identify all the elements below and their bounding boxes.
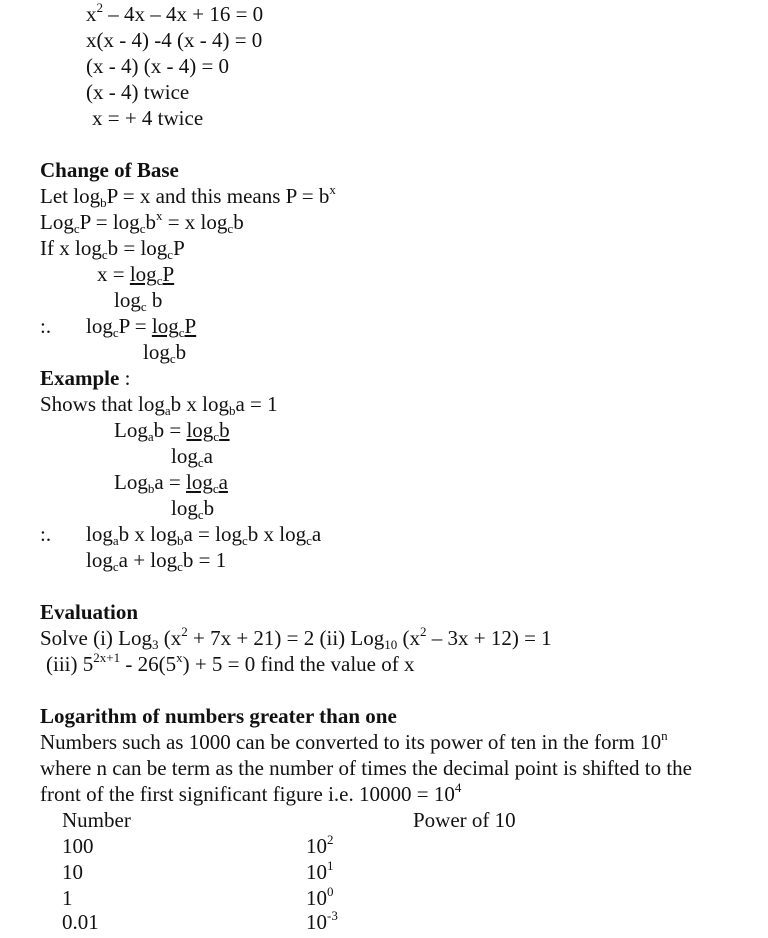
paragraph-line-2: where n can be term as the number of times the decimal point is shifted to the — [40, 756, 692, 780]
evaluation-line-1: Solve (i) Log$_3$ $(x^2 + 7x + 21) = 2$ (ii) Log$_{10}$ $(x^2 - 3x + 12) = 1$ — [40, 624, 552, 652]
example-fraction-2-numerator: $Log_ba = \log_ca$ — [114, 470, 228, 496]
fraction-1-denominator: $\log_c b$ — [114, 288, 163, 314]
evaluation-heading: Evaluation — [40, 600, 139, 624]
change-of-base-line-2: $Log_cP = \log_cb^x = x$ $\log_cb$ — [40, 208, 244, 236]
example-fraction-1-denominator: $\log_ca$ — [171, 444, 213, 470]
table-cell-power: $10^1$ — [306, 858, 334, 884]
example-fraction-1-numerator: $Log_ab = \log_cb$ — [114, 418, 230, 444]
table-cell-number: 1 — [62, 886, 73, 910]
fraction-1-numerator: $x = \log_cP$ — [97, 262, 175, 288]
change-of-base-line-3: If x $\log_cb = \log_cP$ — [40, 236, 185, 262]
evaluation-line-2: (iii) $5^{2x+1} - 26(5^x) + 5 = 0$ find the value of x — [46, 650, 415, 676]
table-cell-power: $10^2$ — [306, 832, 334, 858]
table-cell-number: 10 — [62, 860, 83, 884]
fraction-2-numerator: $\log_cP = \log_cP$ — [86, 314, 197, 340]
example-result-line-1: $\log_ab$ x $\log_ba = \log_cb$ x $\log_ca$ — [86, 522, 322, 548]
quadratic-line-3: (x - 4) (x - 4) = 0 — [86, 54, 230, 78]
paragraph-line-3: front of the first significant figure i.e. $10000 = 10^4$ — [40, 780, 462, 806]
example-fraction-2-denominator: $\log_cb$ — [171, 496, 215, 522]
example-result-line-2: $\log_ca + \log_cb = 1$ — [86, 548, 227, 574]
quadratic-line-2: x(x - 4) -4 (x - 4) = 0 — [86, 28, 263, 52]
table-cell-power: $10^0$ — [306, 884, 334, 910]
table-cell-number: 0.01 — [62, 910, 99, 934]
quadratic-line-5: x = + 4 twice — [92, 106, 204, 130]
table-header-number: Number — [62, 808, 131, 832]
change-of-base-line-1: Let $\log_bP = x$ and this means $P = b^x$ — [40, 182, 336, 210]
example-heading: Example : — [40, 366, 131, 390]
table-cell-number: 100 — [62, 834, 94, 858]
quadratic-line-4: (x - 4) twice — [86, 80, 190, 104]
greater-than-one-heading: Logarithm of numbers greater than one — [40, 704, 397, 728]
change-of-base-heading: Change of Base — [40, 158, 179, 182]
therefore-symbol: :. — [40, 314, 52, 338]
example-therefore-symbol: :. — [40, 522, 52, 546]
table-cell-power: $10^{-3}$ — [306, 908, 338, 934]
quadratic-line-1: $x^2 - 4x - 4x + 16 = 0$ — [86, 0, 264, 26]
fraction-2-denominator: $\log_cb$ — [143, 340, 187, 366]
paragraph-line-1: Numbers such as 1000 can be converted to its power of ten in the form 10$^n$ — [40, 728, 668, 754]
example-statement: Shows that $\log_ab$ x $\log_ba = 1$ — [40, 392, 278, 418]
table-header-power: Power of 10 — [413, 808, 516, 832]
